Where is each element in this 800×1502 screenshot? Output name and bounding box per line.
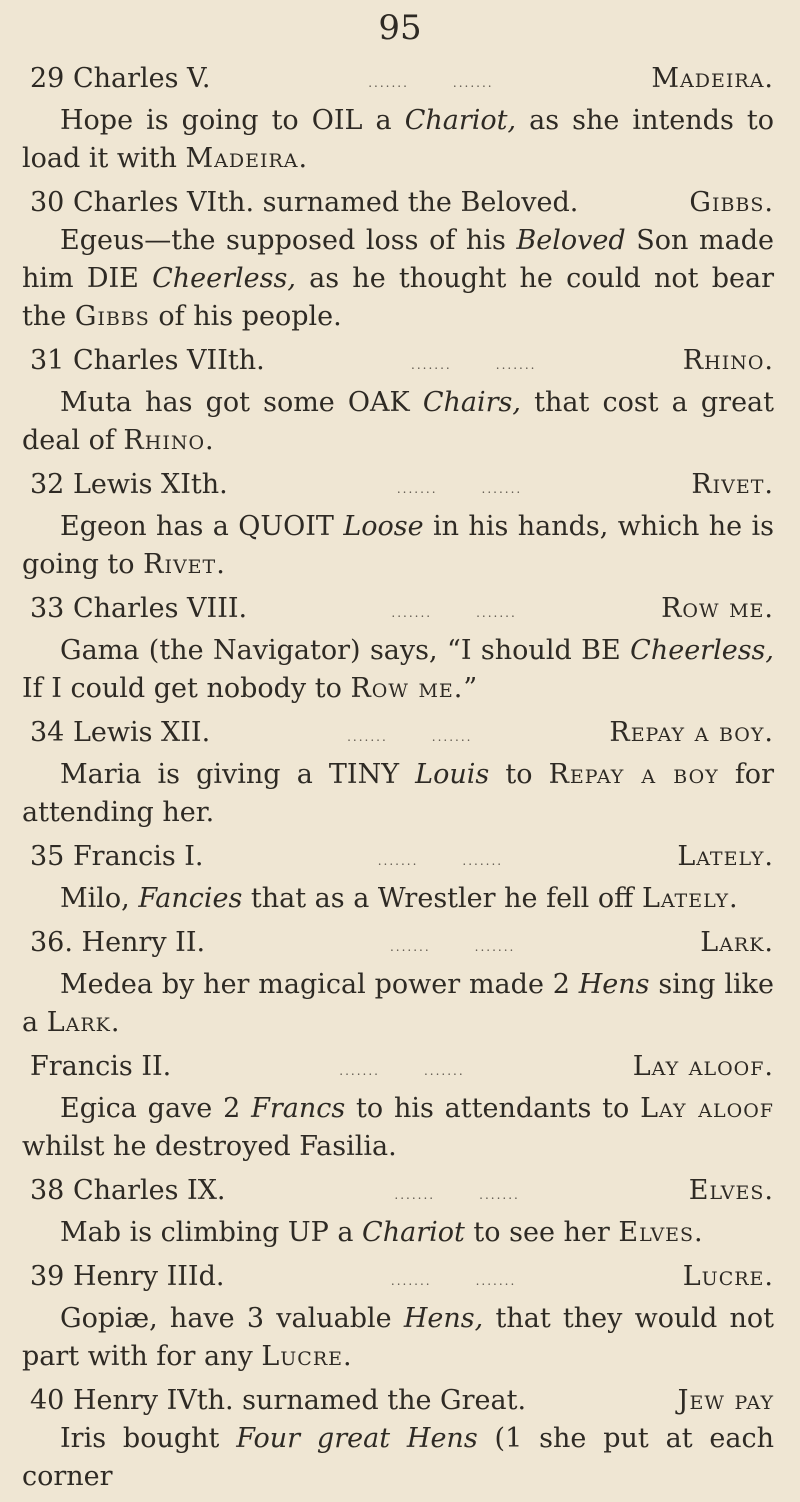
verse-text: as she intends to load it with [22, 105, 774, 174]
leader-dots: ....... ....... [347, 730, 473, 744]
verse-text: to see her [464, 1217, 619, 1248]
verse-text: Egeus—the supposed loss of his [60, 225, 517, 256]
verse-text: Lark. [46, 1007, 121, 1038]
verse-text: Iris bought [60, 1423, 237, 1454]
entry [22, 184, 774, 336]
verse-text: sing like a [22, 969, 774, 1038]
entry-list [22, 60, 774, 1502]
verse-text: whilst he destroyed Fasilia. [22, 1131, 397, 1162]
verse-text: Row me. [350, 673, 464, 704]
verse-text: If I could get nobody to [22, 673, 351, 704]
verse-text: Chairs, [422, 387, 521, 418]
entry-heading [22, 838, 774, 880]
verse-text: Gopiæ, have 3 valuable [60, 1303, 404, 1334]
entry-heading [22, 590, 774, 632]
leader-dots: ....... ....... [396, 482, 523, 496]
riddle-answer: Rivet. [691, 469, 774, 500]
verse-text: of his people. [149, 301, 342, 332]
entry [22, 466, 774, 584]
riddle-answer: Lay aloof. [632, 1051, 774, 1082]
verse-text: that cost a great deal of [22, 387, 774, 456]
riddle-answer: Madeira. [651, 63, 774, 94]
riddle-verse [22, 1090, 774, 1166]
riddle-verse [22, 384, 774, 460]
riddle-answer: Lately. [677, 841, 774, 872]
leader-dots: ....... ....... [339, 1064, 465, 1078]
entry-heading [22, 184, 774, 222]
verse-text: Lay aloof [640, 1093, 774, 1124]
verse-text: Fancies [138, 883, 243, 914]
riddle-answer: Elves. [688, 1175, 774, 1206]
riddle-verse [22, 880, 774, 918]
riddle-verse [22, 966, 774, 1042]
entry [22, 60, 774, 178]
verse-text: Mab is climbing UP a [60, 1217, 363, 1248]
verse-text: Beloved [516, 225, 626, 256]
verse-text: Lately. [641, 883, 739, 914]
entry [22, 1382, 774, 1496]
verse-text: Egica gave 2 [60, 1093, 252, 1124]
verse-text: OIL [311, 105, 363, 136]
riddle-verse [22, 508, 774, 584]
verse-text: Son made him DIE [22, 225, 774, 294]
king-name: 34 Lewis XII. [30, 717, 211, 748]
verse-text: Milo, [60, 883, 139, 914]
verse-text: Cheerless, [152, 263, 296, 294]
entry [22, 838, 774, 918]
entry [22, 714, 774, 832]
verse-text: Elves. [618, 1217, 704, 1248]
king-name: 33 Charles VIII. [30, 593, 248, 624]
king-name: 40 Henry IVth. surnamed the Great. [30, 1385, 527, 1416]
verse-text: Rivet. [143, 549, 226, 580]
king-name: 31 Charles VIIth. [30, 345, 265, 376]
verse-text: Cheerless, [630, 635, 774, 666]
king-name: 32 Lewis XIth. [30, 469, 228, 500]
entry [22, 1258, 774, 1376]
verse-text: to his attendants to [345, 1093, 641, 1124]
verse-text: Lucre. [261, 1341, 353, 1372]
king-name: 35 Francis I. [30, 841, 204, 872]
verse-text: (1 she put at each corner [22, 1423, 775, 1492]
king-name: 39 Henry IIId. [30, 1261, 225, 1292]
king-name: 29 Charles V. [30, 63, 211, 94]
verse-text: Gama (the Navigator) says, “I should BE [60, 635, 631, 666]
riddle-answer: Gibbs. [689, 187, 774, 218]
verse-text: Maria is giving a TINY [60, 759, 416, 790]
entry [22, 1172, 774, 1252]
riddle-verse [22, 1300, 774, 1376]
verse-text: Medea by her magical power made 2 [60, 969, 579, 1000]
entry-heading [22, 1048, 774, 1090]
verse-text: a [362, 105, 405, 136]
entry [22, 1048, 774, 1166]
leader-dots: ....... ....... [368, 76, 494, 90]
verse-text: Madeira. [185, 143, 309, 174]
verse-text: for attending her. [22, 759, 774, 828]
king-name: 30 Charles VIth. surnamed the Beloved. [30, 187, 579, 218]
riddle-verse [22, 1214, 774, 1252]
verse-text: that they would not part with for any [22, 1303, 774, 1372]
entry-heading [22, 60, 774, 102]
verse-text: Hope is going to [60, 105, 312, 136]
verse-text: Hens, [403, 1303, 484, 1334]
riddle-answer: Lark. [700, 927, 774, 958]
riddle-verse [22, 222, 774, 336]
verse-text: that as a Wrestler he fell off [242, 883, 642, 914]
leader-dots: ....... ....... [377, 854, 504, 868]
verse-text: in his hands, which he is going to [22, 511, 774, 580]
entry [22, 924, 774, 1042]
riddle-verse [22, 102, 774, 178]
king-name: 38 Charles IX. [30, 1175, 226, 1206]
verse-text: Chariot [362, 1217, 465, 1248]
page-number: 95 [378, 8, 422, 48]
entry-heading [22, 1382, 774, 1420]
verse-text: Hens [578, 969, 650, 1000]
entry [22, 590, 774, 708]
verse-text: ” [463, 673, 478, 704]
riddle-verse [22, 756, 774, 832]
entry-heading [22, 1258, 774, 1300]
verse-text: as he thought he could not bear the [22, 263, 774, 332]
entry-heading [22, 342, 774, 384]
king-name: Francis II. [30, 1051, 172, 1082]
king-name: 36. Henry II. [30, 927, 206, 958]
leader-dots: ....... ....... [389, 940, 516, 954]
verse-text: Gibbs [74, 301, 150, 332]
verse-text: Four great Hens [236, 1423, 478, 1454]
leader-dots: ....... ....... [411, 358, 537, 372]
verse-text: Rhino. [123, 425, 215, 456]
entry-heading [22, 924, 774, 966]
riddle-answer: Row me. [661, 593, 774, 624]
leader-dots: ....... ....... [390, 1274, 517, 1288]
verse-text: to [489, 759, 549, 790]
entry [22, 342, 774, 460]
leader-dots: ....... ....... [394, 1188, 520, 1202]
riddle-answer: Jew pay [677, 1385, 774, 1416]
leader-dots: ....... ....... [391, 606, 517, 620]
verse-text: Louis [415, 759, 490, 790]
verse-text: Repay a boy [548, 759, 719, 790]
entry-heading [22, 714, 774, 756]
riddle-answer: Repay a boy. [609, 717, 774, 748]
verse-text: Egeon has a QUOIT [60, 511, 344, 542]
riddle-verse [22, 1420, 774, 1496]
entry-heading [22, 466, 774, 508]
verse-text: Francs [251, 1093, 346, 1124]
riddle-answer: Lucre. [682, 1261, 774, 1292]
riddle-answer: Rhino. [682, 345, 774, 376]
verse-text: Loose [343, 511, 424, 542]
verse-text: Chariot, [404, 105, 517, 136]
verse-text: Muta has got some OAK [60, 387, 423, 418]
entry-heading [22, 1172, 774, 1214]
riddle-verse [22, 632, 774, 708]
